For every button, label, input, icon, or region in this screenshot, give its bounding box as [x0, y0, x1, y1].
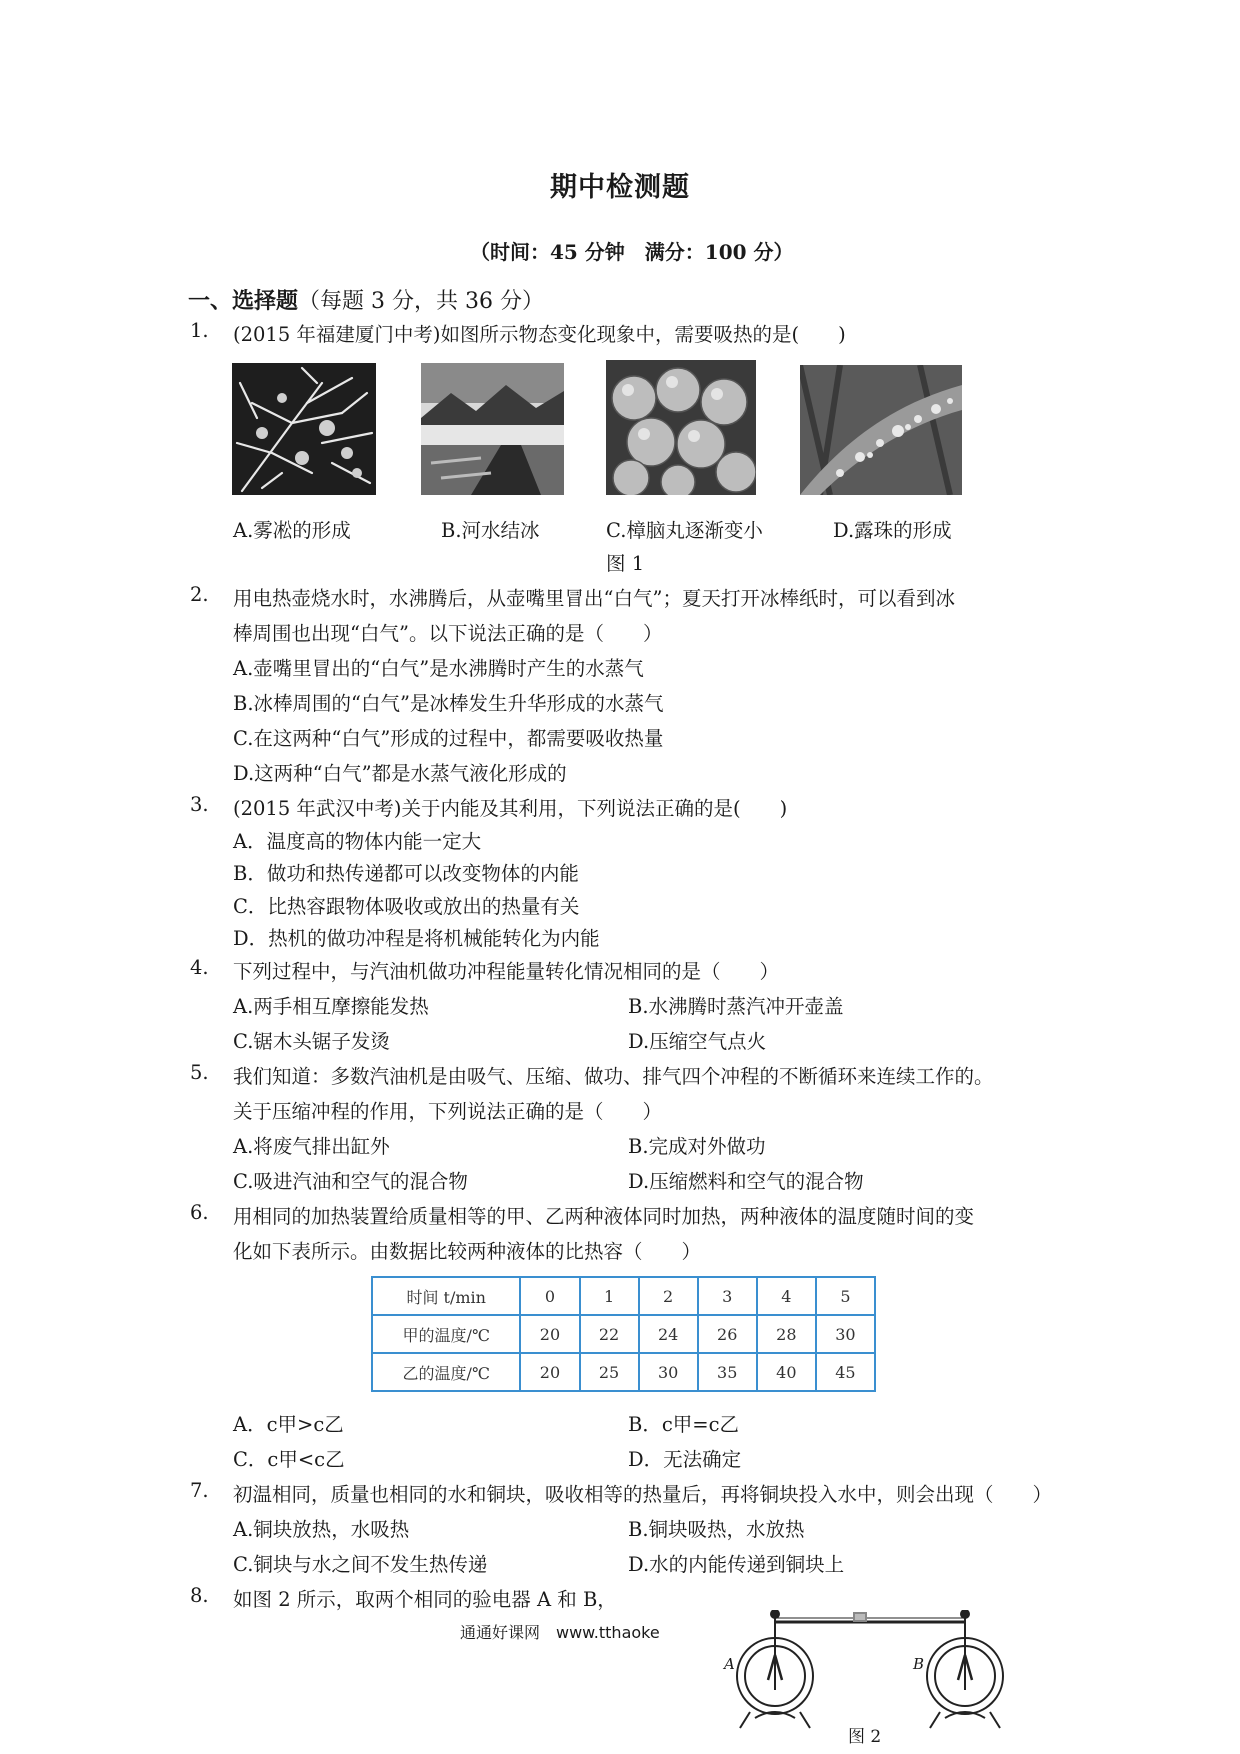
- q7-option-c: C.铜块与水之间不发生热传递: [233, 1553, 488, 1576]
- q2-option-b: B.冰棒周围的“白气”是冰棒发生升华形成的水蒸气: [233, 692, 664, 715]
- q1-caption-c: C.樟脑丸逐渐变小: [606, 519, 763, 542]
- table-cell: 2: [639, 1277, 698, 1315]
- q1-figure-label: 图 1: [606, 552, 645, 575]
- table-row: [372, 1277, 875, 1315]
- q6-option-b: B．c甲=c乙: [628, 1413, 740, 1436]
- q1-caption-b: B.河水结冰: [441, 519, 540, 542]
- table-row: [372, 1315, 875, 1353]
- table-cell: 20: [520, 1353, 579, 1391]
- q5-option-d: D.压缩燃料和空气的混合物: [628, 1170, 864, 1193]
- q1-number: 1.: [190, 319, 209, 342]
- q6-option-d: D．无法确定: [628, 1448, 742, 1471]
- q6-number: 6.: [190, 1201, 209, 1224]
- q4-number: 4.: [190, 956, 209, 979]
- table-cell: 5: [816, 1277, 875, 1315]
- page-title: 期中检测题: [550, 172, 690, 203]
- table-cell: 22: [580, 1315, 639, 1353]
- q1-photo-rime: [232, 363, 376, 495]
- q8-number: 8.: [190, 1584, 209, 1607]
- q2-text-line2: 棒周围也出现“白气”。以下说法正确的是（ ）: [233, 622, 663, 645]
- q3-option-c: C．比热容跟物体吸收或放出的热量有关: [233, 895, 580, 918]
- q1-photo-dewdrops: [800, 365, 962, 495]
- q2-text-line1: 用电热壶烧水时，水沸腾后，从壶嘴里冒出“白气”；夏天打开冰棒纸时，可以看到冰: [233, 587, 955, 610]
- q6-text-line1: 用相同的加热装置给质量相等的甲、乙两种液体同时加热，两种液体的温度随时间的变: [233, 1205, 975, 1228]
- table-cell: 28: [757, 1315, 816, 1353]
- q3-number: 3.: [190, 793, 209, 816]
- q2-number: 2.: [190, 583, 209, 606]
- q2-option-a: A.壶嘴里冒出的“白气”是水沸腾时产生的水蒸气: [233, 657, 644, 680]
- q5-option-c: C.吸进汽油和空气的混合物: [233, 1170, 468, 1193]
- q7-text: 初温相同，质量也相同的水和铜块，吸收相等的热量后，再将铜块投入水中，则会出现（ ）: [233, 1483, 1053, 1506]
- q3-text: (2015 年武汉中考)关于内能及其利用，下列说法正确的是( ): [233, 797, 788, 820]
- table-cell: 24: [639, 1315, 698, 1353]
- label-electroscope-a: A: [724, 1655, 735, 1673]
- q1-photo-mothballs: [606, 360, 756, 495]
- q4-option-c: C.锯木头锯子发烫: [233, 1030, 390, 1053]
- table-cell: 1: [580, 1277, 639, 1315]
- q4-option-a: A.两手相互摩擦能发热: [233, 995, 429, 1018]
- table-cell: 35: [698, 1353, 757, 1391]
- exam-info: （时间：45 分钟 满分：100 分）: [470, 240, 794, 264]
- table-cell: 30: [816, 1315, 875, 1353]
- table-cell: 0: [520, 1277, 579, 1315]
- table-cell: 30: [639, 1353, 698, 1391]
- q8-text: 如图 2 所示，取两个相同的验电器 A 和 B，: [233, 1588, 617, 1611]
- table-cell: 3: [698, 1277, 757, 1315]
- section-label: 一、选择题: [188, 288, 299, 314]
- q4-text: 下列过程中，与汽油机做功冲程能量转化情况相同的是（ ）: [233, 960, 780, 983]
- q7-option-d: D.水的内能传递到铜块上: [628, 1553, 845, 1576]
- q1-caption-a: A.雾凇的形成: [233, 519, 351, 542]
- q3-option-d: D．热机的做功冲程是将机械能转化为内能: [233, 927, 600, 950]
- q5-text-line2: 关于压缩冲程的作用，下列说法正确的是（ ）: [233, 1100, 663, 1123]
- temperature-table: [371, 1276, 876, 1392]
- q2-option-d: D.这两种“白气”都是水蒸气液化形成的: [233, 762, 567, 785]
- q7-option-b: B.铜块吸热，水放热: [628, 1518, 805, 1541]
- table-header-cell: 时间 t/min: [372, 1277, 520, 1315]
- table-cell: 20: [520, 1315, 579, 1353]
- electroscope-figure: [720, 1610, 1010, 1735]
- q1-text: (2015 年福建厦门中考)如图所示物态变化现象中，需要吸热的是( ): [233, 323, 846, 346]
- q3-option-b: B．做功和热传递都可以改变物体的内能: [233, 862, 579, 885]
- q6-text-line2: 化如下表所示。由数据比较两种液体的比热容（ ）: [233, 1240, 702, 1263]
- q4-option-b: B.水沸腾时蒸汽冲开壶盖: [628, 995, 844, 1018]
- footer-watermark: 通通好课网 www.tthaoke: [460, 1623, 660, 1642]
- section-note: （每题 3 分，共 36 分）: [298, 289, 544, 314]
- q6-option-a: A．c甲>c乙: [233, 1413, 344, 1436]
- q8-figure-label: 图 2: [848, 1727, 882, 1747]
- table-cell: 40: [757, 1353, 816, 1391]
- table-header-cell: 乙的温度/℃: [372, 1353, 520, 1391]
- q5-option-b: B.完成对外做功: [628, 1135, 766, 1158]
- table-cell: 45: [816, 1353, 875, 1391]
- q7-option-a: A.铜块放热，水吸热: [233, 1518, 410, 1541]
- q5-number: 5.: [190, 1061, 209, 1084]
- q1-caption-d: D.露珠的形成: [833, 519, 952, 542]
- q3-option-a: A．温度高的物体内能一定大: [233, 830, 482, 853]
- q1-photo-river-ice: [421, 363, 564, 495]
- q4-option-d: D.压缩空气点火: [628, 1030, 767, 1053]
- q5-option-a: A.将废气排出缸外: [233, 1135, 390, 1158]
- section-heading: [188, 284, 544, 315]
- table-cell: 26: [698, 1315, 757, 1353]
- table-row: [372, 1353, 875, 1391]
- q2-option-c: C.在这两种“白气”形成的过程中，都需要吸收热量: [233, 727, 664, 750]
- label-electroscope-b: B: [913, 1655, 925, 1673]
- q6-option-c: C．c甲<c乙: [233, 1448, 345, 1471]
- table-header-cell: 甲的温度/℃: [372, 1315, 520, 1353]
- table-cell: 4: [757, 1277, 816, 1315]
- table-cell: 25: [580, 1353, 639, 1391]
- q7-number: 7.: [190, 1479, 209, 1502]
- q5-text-line1: 我们知道：多数汽油机是由吸气、压缩、做功、排气四个冲程的不断循环来连续工作的。: [233, 1065, 994, 1088]
